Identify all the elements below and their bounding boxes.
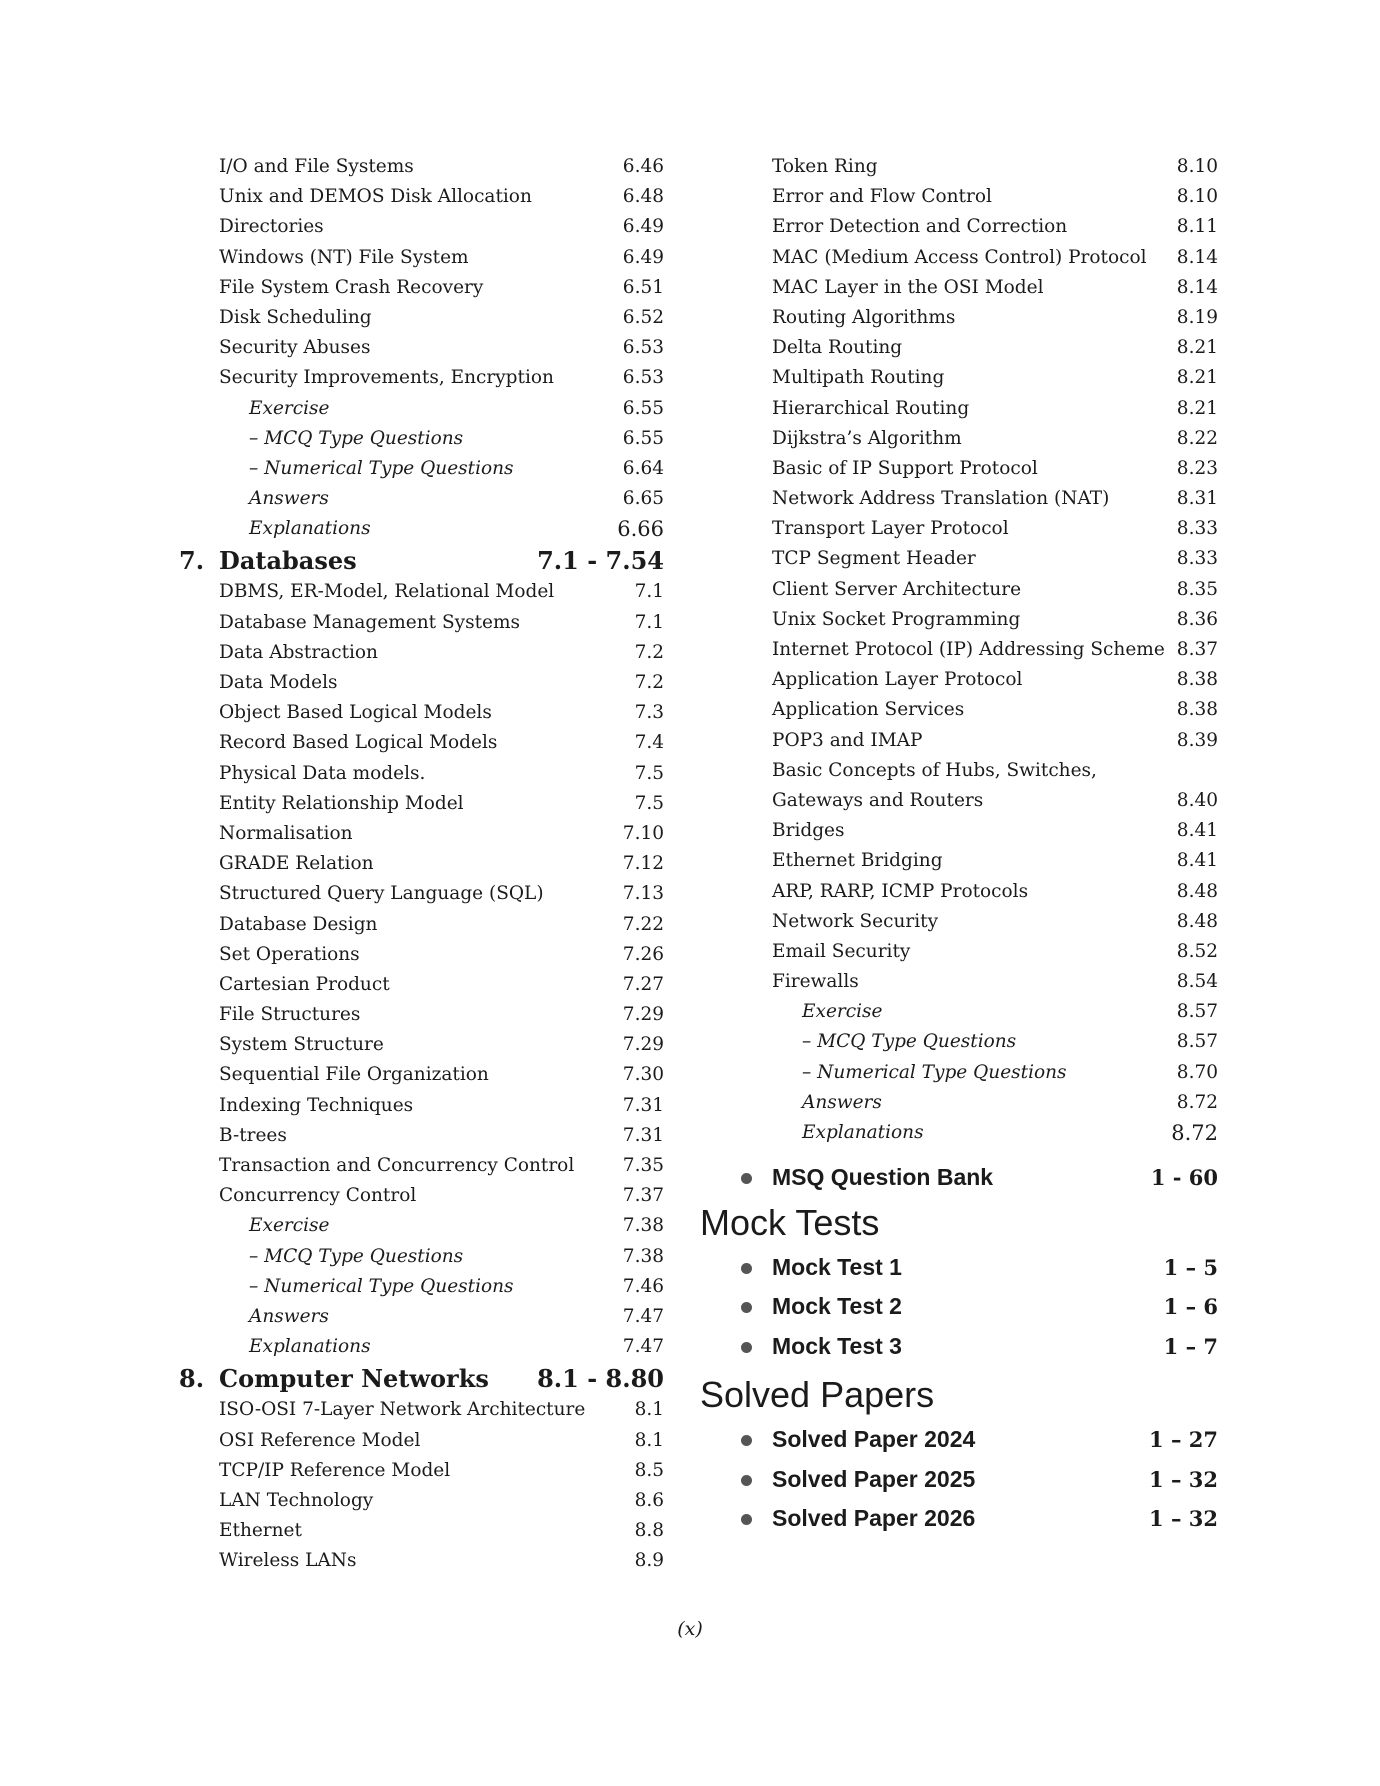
bullet-icon [741,1302,752,1313]
toc-entry-page: 8.11 [1176,216,1218,238]
bullet-entry [700,1287,1218,1327]
toc-entry-page: 8.22 [1176,427,1218,449]
toc-entry-title: Cartesian Product [219,973,390,995]
toc-entry-title: Token Ring [772,156,878,177]
mock-tests-heading [700,1198,1218,1248]
toc-entry-title: Transaction and Concurrency Control [219,1155,575,1176]
toc-entry-title: Unix and DEMOS Disk Allocation [219,186,532,208]
toc-entry-page: 8.41 [1176,850,1218,872]
toc-entry-title: Email Security [772,940,911,962]
toc-entry [176,243,664,273]
toc-entry-title: ARP, RARP, ICMP Protocols [772,880,1029,902]
toc-entry-page: 7.31 [622,1094,664,1116]
toc-entry-title: Multipath Routing [772,367,945,389]
toc-entry [700,967,1218,997]
toc-entry [176,728,664,758]
toc-entry-page: 8.8 [634,1520,664,1542]
toc-entry [176,1030,664,1060]
toc-entry [176,424,664,454]
toc-entry-page: 7.1 - 7.54 [537,546,664,576]
toc-entry [176,1091,664,1121]
toc-entry [176,363,664,393]
toc-entry-title: Explanations [249,518,371,540]
bullet-entry-page: 1 – 27 [1149,1427,1218,1453]
toc-entry [176,910,664,940]
toc-entry-page: 8.1 [634,1399,664,1421]
toc-entry-title: Concurrency Control [219,1185,417,1207]
toc-entry-page: 8.41 [1176,820,1218,842]
toc-entry-title: Network Security [772,910,939,932]
toc-entry-page: 8.40 [1176,789,1218,811]
toc-entry-page: 7.30 [622,1064,664,1086]
toc-entry [176,1426,664,1456]
toc-entry [700,1027,1218,1057]
toc-entry [176,940,664,970]
toc-entry-page: 8.33 [1176,548,1218,570]
toc-entry-title: – MCQ Type Questions [249,427,464,449]
toc-entry [176,1272,664,1302]
toc-entry [176,454,664,484]
toc-entry-title: Indexing Techniques [219,1094,414,1116]
right-entries [700,152,1218,1148]
toc-entry [176,1395,664,1425]
bullet-entry-page: 1 – 7 [1163,1333,1218,1359]
toc-entry [176,394,664,424]
toc-entry [176,514,664,544]
bullet-entry [700,1248,1218,1288]
toc-entry-page: 8.38 [1176,669,1218,691]
toc-entry [700,212,1218,242]
toc-entry-title: Normalisation [219,822,353,844]
toc-entry [700,907,1218,937]
toc-entry-page: 7.35 [622,1155,664,1176]
toc-entry [700,695,1218,725]
toc-entry-page: 7.26 [622,943,664,965]
toc-entry-title: Database Design [219,913,378,935]
toc-entry-title: Exercise [249,1215,330,1237]
toc-entry [176,879,664,909]
toc-entry-page: 6.66 [617,517,664,542]
bullet-entry [700,1499,1218,1539]
toc-entry [176,484,664,514]
toc-entry [176,1211,664,1241]
msq-bank-page: 1 - 60 [1150,1165,1218,1191]
toc-entry-page: 7.22 [622,913,664,935]
toc-entry-page: 7.10 [622,822,664,844]
bullet-icon [741,1173,752,1184]
toc-entry-page: 6.53 [622,367,664,389]
toc-entry [700,243,1218,273]
mock-tests-heading-text: Mock Tests [700,1201,880,1243]
toc-entry-page: 7.5 [634,792,664,814]
toc-entry-title: I/O and File Systems [219,156,414,177]
toc-entry-title: System Structure [219,1034,384,1056]
toc-entry-page: 6.53 [622,337,664,359]
toc-entry-title: File Structures [219,1004,361,1026]
bullet-entry-page: 1 – 6 [1163,1294,1218,1320]
toc-entry [700,484,1218,514]
toc-entry-title: Error Detection and Correction [772,216,1068,238]
toc-entry-title: – MCQ Type Questions [802,1031,1017,1053]
toc-entry-page: 7.5 [634,762,664,784]
toc-entry-page: 8.72 [1176,1091,1218,1113]
solved-papers-heading [700,1370,1218,1420]
toc-entry-page: 8.52 [1176,940,1218,962]
toc-entry-page: 8.57 [1176,1031,1218,1053]
toc-entry-title: – Numerical Type Questions [249,457,514,479]
toc-entry [176,759,664,789]
toc-entry-page: 8.39 [1176,729,1218,751]
toc-entry-title: GRADE Relation [219,853,374,875]
toc-entry-title: Delta Routing [772,337,903,359]
toc-entry-page: 8.48 [1176,880,1218,902]
toc-entry-page: 6.55 [622,427,664,449]
toc-entry-title: Explanations [802,1122,924,1143]
toc-entry [176,212,664,242]
toc-entry [176,1456,664,1486]
toc-entry-title: Entity Relationship Model [219,792,464,814]
toc-entry-title: Bridges [772,820,845,842]
toc-entry-page: 7.12 [622,853,664,875]
toc-entry-page: 7.2 [634,641,664,663]
toc-entry-title: Routing Algorithms [772,306,956,328]
toc-entry-title: Databases [219,546,357,576]
toc-entry-page: 8.6 [634,1489,664,1511]
toc-entry-title: Physical Data models. [219,762,426,784]
toc-entry-page: 8.10 [1176,156,1218,177]
toc-entry-page: 8.37 [1176,639,1218,660]
bullet-icon [741,1514,752,1525]
toc-entry-title: Computer Networks [219,1364,489,1394]
toc-entry [176,1332,664,1362]
toc-entry [176,789,664,819]
bullet-entry-title: Solved Paper 2026 [772,1505,976,1532]
toc-entry [176,1516,664,1546]
toc-entry [700,424,1218,454]
toc-entry [176,1181,664,1211]
toc-entry-title: Ethernet [219,1520,302,1542]
toc-entry [176,1000,664,1030]
toc-entry-page: 8.10 [1176,186,1218,208]
toc-entry-title: Error and Flow Control [772,186,992,208]
toc-entry-page: 8.31 [1176,488,1218,510]
toc-entry [700,182,1218,212]
toc-entry [700,575,1218,605]
toc-entry [700,846,1218,876]
toc-entry-title: Answers [249,1305,329,1327]
solved-papers-list [700,1420,1218,1539]
toc-entry [700,514,1218,544]
toc-entry [700,665,1218,695]
toc-entry-title: TCP Segment Header [772,548,976,570]
toc-entry-title: Sequential File Organization [219,1064,489,1086]
toc-entry-page: 7.47 [622,1336,664,1358]
bullet-entry-title: Mock Test 3 [772,1332,902,1359]
toc-entry-title: Object Based Logical Models [219,702,492,724]
page-number: (x) [677,1618,703,1640]
toc-entry [700,1088,1218,1118]
toc-entry-page: 7.3 [634,702,664,724]
toc-entry-title: Basic of IP Support Protocol [772,457,1038,479]
toc-entry-title: Unix Socket Programming [772,608,1021,630]
toc-entry-title: – Numerical Type Questions [249,1275,514,1297]
toc-entry-title: Record Based Logical Models [219,732,498,754]
toc-entry [700,1118,1218,1148]
solved-papers-heading-text: Solved Papers [700,1374,935,1416]
toc-entry-page: 7.29 [622,1034,664,1056]
toc-entry [176,1121,664,1151]
toc-entry-page: 8.23 [1176,457,1218,479]
toc-entry [176,303,664,333]
toc-entry-page: 7.13 [622,883,664,905]
toc-entry [176,182,664,212]
toc-entry [700,303,1218,333]
toc-entry [176,1486,664,1516]
bullet-entry-title: Mock Test 1 [772,1253,902,1280]
bullet-icon [741,1475,752,1486]
toc-entry [700,333,1218,363]
toc-entry-page: 8.1 - 8.80 [537,1364,664,1394]
chapter-number: 7. [179,546,205,576]
toc-entry-title: Answers [802,1091,882,1113]
toc-entry [176,638,664,668]
toc-entry-page: 7.47 [622,1305,664,1327]
toc-entry-title: Windows (NT) File System [219,246,469,268]
toc-entry [176,577,664,607]
toc-entry-page: 6.52 [622,306,664,328]
toc-entry-title: Answers [249,488,329,510]
toc-entry-page: 8.1 [634,1429,664,1451]
toc-entry-title: LAN Technology [219,1489,374,1511]
toc-entry-title: Structured Query Language (SQL) [219,883,544,905]
bullet-entry-page: 1 – 32 [1149,1466,1218,1492]
toc-entry [176,608,664,638]
toc-entry-title: Gateways and Routers [772,789,984,811]
toc-entry-title: Disk Scheduling [219,306,372,328]
toc-entry [700,394,1218,424]
toc-entry [176,698,664,728]
toc-entry-page: 8.5 [634,1459,664,1481]
toc-entry-page: 8.48 [1176,910,1218,932]
toc-entry-page: 6.51 [622,276,664,298]
toc-entry-page: 6.46 [622,156,664,177]
toc-entry [176,333,664,363]
toc-entry [700,726,1218,756]
toc-entry-page: 8.14 [1176,246,1218,268]
toc-entry-page: 8.38 [1176,699,1218,721]
msq-bank-title: MSQ Question Bank [772,1164,994,1191]
toc-entry-page: 8.21 [1176,337,1218,359]
toc-entry-page: 8.33 [1176,518,1218,540]
toc-entry-title: Application Services [772,699,965,721]
toc-entry-page: 8.19 [1176,306,1218,328]
toc-entry [700,1058,1218,1088]
toc-entry-title: Exercise [802,1001,883,1023]
toc-entry-title: Security Abuses [219,337,371,359]
toc-entry-page: 6.55 [622,397,664,419]
toc-entry-title: Data Abstraction [219,641,378,663]
toc-entry-title: Security Improvements, Encryption [219,367,554,389]
toc-entry [700,786,1218,816]
toc-entry-page: 7.2 [634,672,664,693]
toc-entry [176,1242,664,1272]
toc-entry-page: 6.64 [622,457,664,479]
bullet-entry [700,1420,1218,1460]
toc-entry-page: 8.72 [1171,1121,1218,1145]
toc-entry-page: 8.21 [1176,367,1218,389]
toc-entry-title: Explanations [249,1336,371,1358]
chapter-number: 8. [179,1364,205,1394]
toc-entry [700,273,1218,303]
toc-entry-title: Directories [219,216,324,238]
toc-entry [700,816,1218,846]
bullet-entry-title: Mock Test 2 [772,1293,902,1320]
toc-entry [700,937,1218,967]
toc-entry [176,273,664,303]
bullet-entry-title: Solved Paper 2025 [772,1465,976,1492]
toc-entry-title: B-trees [219,1124,287,1146]
toc-entry-page: 8.14 [1176,276,1218,298]
toc-entry-page: 8.36 [1176,608,1218,630]
toc-entry-title: Client Server Architecture [772,578,1022,600]
bullet-entry-page: 1 – 32 [1149,1506,1218,1532]
toc-entry-title: MAC Layer in the OSI Model [772,276,1044,298]
toc-entry-title: – MCQ Type Questions [249,1245,464,1267]
toc-entry-page: 6.49 [622,246,664,268]
toc-entry-page: 7.31 [622,1124,664,1146]
bullet-icon [741,1435,752,1446]
toc-entry-title: Network Address Translation (NAT) [772,488,1110,510]
bullet-entry [700,1327,1218,1367]
toc-entry-title: Dijkstra’s Algorithm [772,427,962,449]
toc-entry [176,152,664,182]
chapter-heading [176,544,664,577]
toc-entry-page: 8.57 [1176,1001,1218,1023]
toc-entry-page: 8.9 [634,1550,664,1572]
toc-entry [176,1151,664,1181]
toc-entry-title: File System Crash Recovery [219,276,484,298]
toc-entry-title: POP3 and IMAP [772,729,923,751]
toc-entry-title: Application Layer Protocol [772,669,1023,691]
bullet-icon [741,1263,752,1274]
toc-entry [176,668,664,698]
bullet-entry-title: Solved Paper 2024 [772,1426,976,1453]
toc-entry-title: Basic Concepts of Hubs, Switches, [772,759,1097,781]
toc-entry-title: TCP/IP Reference Model [219,1459,451,1481]
toc-entry [700,877,1218,907]
toc-entry-title: DBMS, ER-Model, Relational Model [219,581,555,603]
bullet-entry-page: 1 – 5 [1163,1254,1218,1280]
toc-entry-page: 7.29 [622,1004,664,1026]
toc-entry-page: 6.48 [622,186,664,208]
toc-entry [700,544,1218,574]
chapter-heading [176,1362,664,1395]
toc-entry-page: 7.27 [622,973,664,995]
toc-entry-title: Wireless LANs [219,1550,357,1572]
toc-entry-title: Exercise [249,397,330,419]
bullet-icon [741,1342,752,1353]
toc-entry-title: – Numerical Type Questions [802,1061,1067,1083]
toc-right-column [700,152,1218,1539]
toc-entry-page: 7.1 [634,611,664,633]
toc-entry-page: 7.38 [622,1245,664,1267]
msq-bank-entry [700,1158,1218,1198]
toc-entry-page: 8.21 [1176,397,1218,419]
toc-entry-page: 7.38 [622,1215,664,1237]
toc-entry-page: 6.49 [622,216,664,238]
toc-entry [700,635,1218,665]
toc-entry-page: 8.54 [1176,971,1218,993]
mock-tests-list [700,1248,1218,1367]
toc-entry [176,1302,664,1332]
toc-entry-page: 6.65 [622,488,664,510]
toc-entry [700,363,1218,393]
toc-entry-title: Data Models [219,672,338,693]
toc-entry-page: 7.1 [634,581,664,603]
toc-entry [176,1546,664,1576]
toc-entry-page: 7.37 [622,1185,664,1207]
toc-entry [700,605,1218,635]
toc-entry [176,970,664,1000]
toc-entry-title: OSI Reference Model [219,1429,421,1451]
toc-entry-page: 7.4 [634,732,664,754]
toc-entry-title: Ethernet Bridging [772,850,943,872]
toc-entry-page: 8.35 [1176,578,1218,600]
toc-entry-page: 7.46 [622,1275,664,1297]
toc-entry [176,819,664,849]
toc-entry-title: MAC (Medium Access Control) Protocol [772,246,1147,268]
toc-entry-title: ISO-OSI 7-Layer Network Architecture [219,1399,586,1421]
toc-entry [176,849,664,879]
toc-entry [700,756,1218,786]
toc-entry [700,152,1218,182]
toc-entry-title: Set Operations [219,943,360,965]
bullet-entry [700,1460,1218,1500]
toc-entry-title: Database Management Systems [219,611,520,633]
toc-entry-title: Hierarchical Routing [772,397,970,419]
toc-left-column [176,152,664,1576]
toc-entry [700,454,1218,484]
toc-entry [700,997,1218,1027]
toc-entry-title: Transport Layer Protocol [772,518,1009,540]
toc-entry-title: Internet Protocol (IP) Addressing Scheme [772,639,1165,660]
toc-entry-title: Firewalls [772,971,859,993]
toc-entry [176,1060,664,1090]
toc-entry-page: 8.70 [1176,1061,1218,1083]
